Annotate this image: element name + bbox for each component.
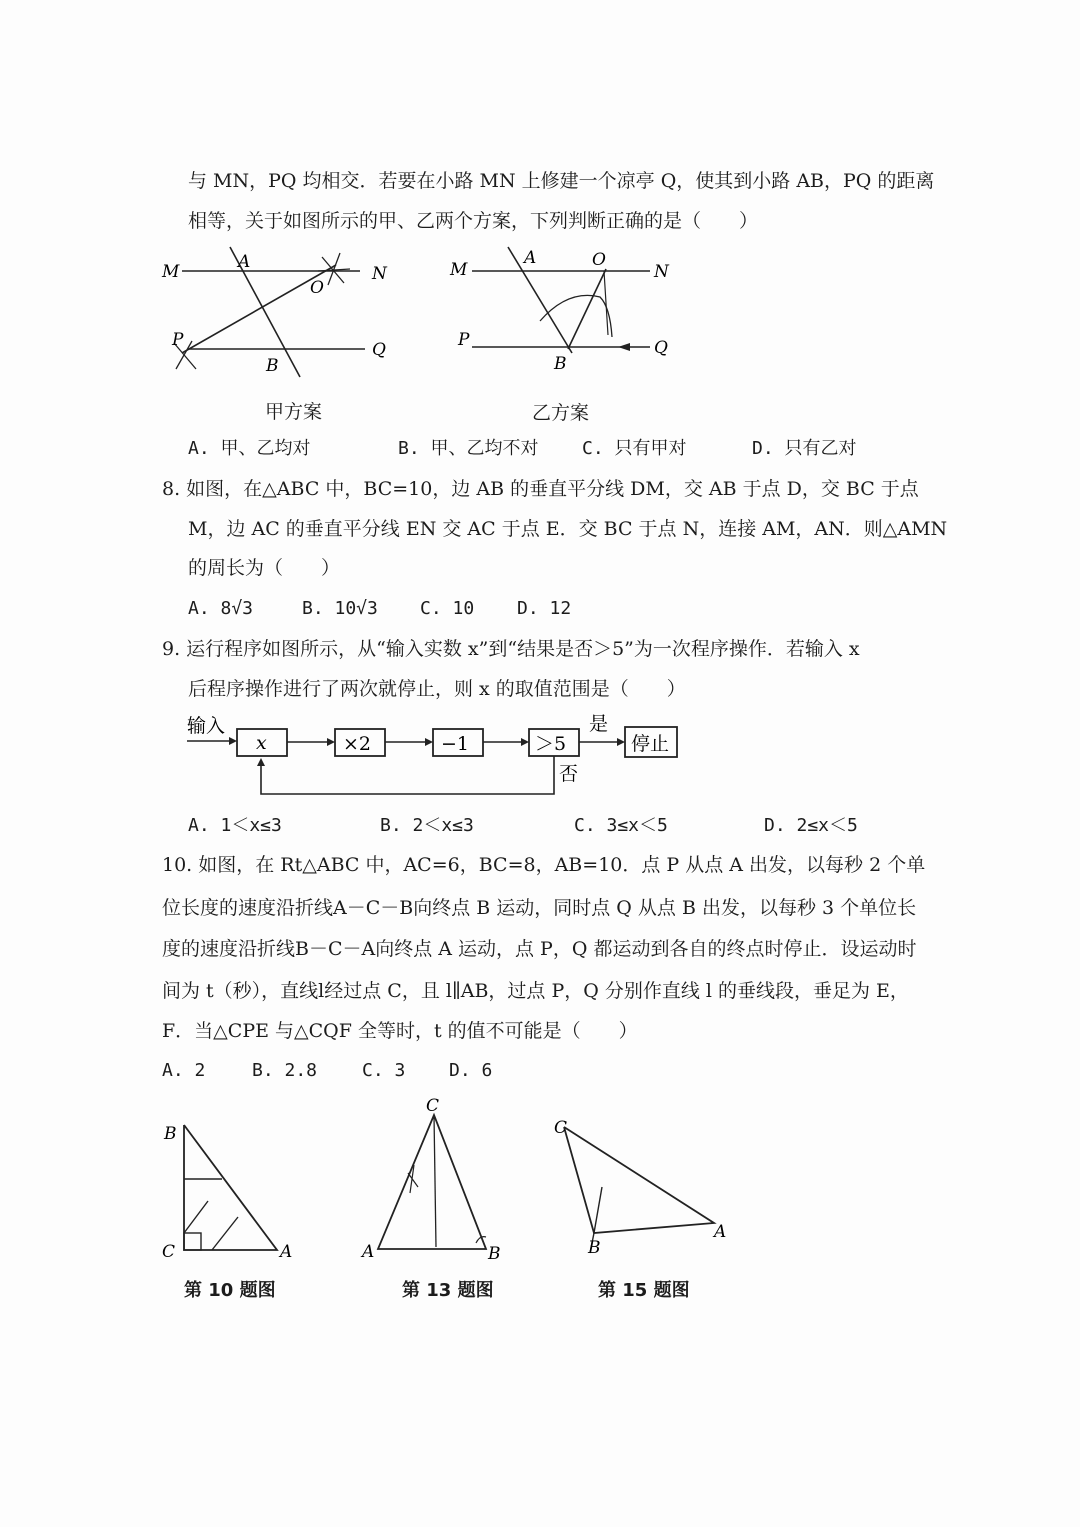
triangle-abc bbox=[184, 1125, 277, 1250]
label-a: A bbox=[362, 1242, 375, 1262]
figure-10 bbox=[160, 1115, 300, 1265]
triangle-abc bbox=[378, 1115, 486, 1249]
triangle-abc bbox=[564, 1127, 714, 1233]
label-p: P bbox=[458, 330, 470, 350]
q7-option-b[interactable]: B. 甲、乙均不对 bbox=[398, 438, 539, 459]
flow-times2: ×2 bbox=[343, 733, 372, 755]
q7-text-line-1: 与 MN，PQ 均相交．若要在小路 MN 上修建一个凉亭 Q，使其到小路 AB，PQ 的距离 bbox=[188, 170, 935, 192]
q8-option-d[interactable]: D. 12 bbox=[517, 598, 572, 619]
q8-text-line-2: M，边 AC 的垂直平分线 EN 交 AC 于点 E．交 BC 于点 N，连接 AM，AN．则△AMN bbox=[188, 518, 948, 540]
label-a: A bbox=[714, 1222, 727, 1242]
q10-text-line-1: 10. 如图，在 Rt△ABC 中，AC=6，BC=8，AB=10．点 P 从点 A 出发，以每秒 2 个单 bbox=[162, 854, 926, 876]
label-m: M bbox=[162, 262, 180, 282]
label-c: C bbox=[426, 1096, 440, 1116]
label-b: B bbox=[488, 1244, 501, 1264]
q7-caption-yi: 乙方案 bbox=[532, 402, 590, 424]
figure-15 bbox=[550, 1115, 740, 1265]
right-angle-mark bbox=[184, 1233, 201, 1250]
label-b: B bbox=[266, 356, 279, 376]
q10-option-c[interactable]: C. 3 bbox=[362, 1060, 406, 1081]
q7-option-c[interactable]: C. 只有甲对 bbox=[582, 438, 687, 459]
flow-stop: 停止 bbox=[631, 733, 670, 755]
q7-text-line-2: 相等，关于如图所示的甲、乙两个方案，下列判断正确的是（ ） bbox=[188, 210, 759, 232]
q8-option-b[interactable]: B. 10√3 bbox=[302, 598, 378, 619]
q9-text-line-1: 9. 运行程序如图所示，从“输入实数 x”到“结果是否＞5”为一次程序操作．若输入 x bbox=[162, 638, 860, 660]
label-c: C bbox=[162, 1242, 176, 1262]
arrow-mark bbox=[618, 343, 630, 351]
q10-option-b[interactable]: B. 2.8 bbox=[252, 1060, 318, 1081]
label-q: Q bbox=[654, 338, 668, 358]
figure-13-caption: 第 13 题图 bbox=[402, 1280, 494, 1301]
q9-flowchart bbox=[185, 708, 705, 804]
q9-option-c[interactable]: C. 3≤x＜5 bbox=[574, 815, 668, 836]
q7-option-d[interactable]: D. 只有乙对 bbox=[752, 438, 857, 459]
flow-x: x bbox=[256, 732, 267, 754]
q8-text-line-1: 8. 如图，在△ABC 中，BC=10，边 AB 的垂直平分线 DM，交 AB 于点 D，交 BC 于点 bbox=[162, 478, 919, 500]
q7-figure-jia bbox=[160, 245, 400, 380]
label-o: O bbox=[592, 250, 606, 270]
figure-10-caption: 第 10 题图 bbox=[184, 1280, 276, 1301]
q8-option-a[interactable]: A. 8√3 bbox=[188, 598, 254, 619]
label-a: A bbox=[238, 252, 251, 272]
bisector-line bbox=[568, 269, 606, 349]
label-b: B bbox=[554, 354, 567, 374]
label-q: Q bbox=[372, 340, 386, 360]
flow-yes-label: 是 bbox=[589, 713, 609, 735]
q10-option-d[interactable]: D. 6 bbox=[449, 1060, 493, 1081]
label-p: P bbox=[172, 330, 184, 350]
q10-text-line-4: 间为 t（秒），直线l经过点 C，且 l∥AB，过点 P，Q 分别作直线 l 的垂线段，垂足为 E， bbox=[162, 980, 909, 1002]
label-n: N bbox=[654, 262, 669, 282]
figure-13 bbox=[360, 1095, 510, 1265]
label-b: B bbox=[588, 1238, 601, 1258]
label-o: O bbox=[310, 278, 324, 298]
q10-text-line-2: 位长度的速度沿折线A－C－B向终点 B 运动，同时点 Q 从点 B 出发，以每秒 3 个单位长 bbox=[162, 897, 917, 919]
label-b: B bbox=[164, 1124, 177, 1144]
figure-15-caption: 第 15 题图 bbox=[598, 1280, 690, 1301]
q9-option-a[interactable]: A. 1＜x≤3 bbox=[188, 815, 282, 836]
label-m: M bbox=[450, 260, 468, 280]
label-c: C bbox=[554, 1118, 568, 1138]
q9-text-line-2: 后程序操作进行了两次就停止，则 x 的取值范围是（ ） bbox=[188, 678, 686, 700]
label-a: A bbox=[524, 248, 537, 268]
q7-figure-yi bbox=[450, 245, 690, 380]
q9-option-d[interactable]: D. 2≤x＜5 bbox=[764, 815, 858, 836]
q8-text-line-3: 的周长为（ ） bbox=[188, 557, 341, 579]
q9-option-b[interactable]: B. 2＜x≤3 bbox=[380, 815, 474, 836]
q10-text-line-3: 度的速度沿折线B－C－A向终点 A 运动，点 P，Q 都运动到各自的终点时停止．设运动时 bbox=[162, 938, 917, 960]
label-n: N bbox=[372, 264, 387, 284]
flow-input-label: 输入 bbox=[187, 715, 226, 737]
flow-minus1: −1 bbox=[441, 733, 470, 755]
label-a: A bbox=[280, 1242, 293, 1262]
q10-text-line-5: F．当△CPE 与△CQF 全等时，t 的值不可能是（ ） bbox=[162, 1020, 638, 1042]
q7-caption-jia: 甲方案 bbox=[265, 401, 323, 423]
q7-option-a[interactable]: A. 甲、乙均对 bbox=[188, 438, 311, 459]
flow-gt5: ＞5 bbox=[535, 733, 567, 755]
line-ab bbox=[508, 247, 572, 353]
q10-option-a[interactable]: A. 2 bbox=[162, 1060, 206, 1081]
q8-option-c[interactable]: C. 10 bbox=[420, 598, 475, 619]
flow-no-label: 否 bbox=[559, 763, 579, 785]
